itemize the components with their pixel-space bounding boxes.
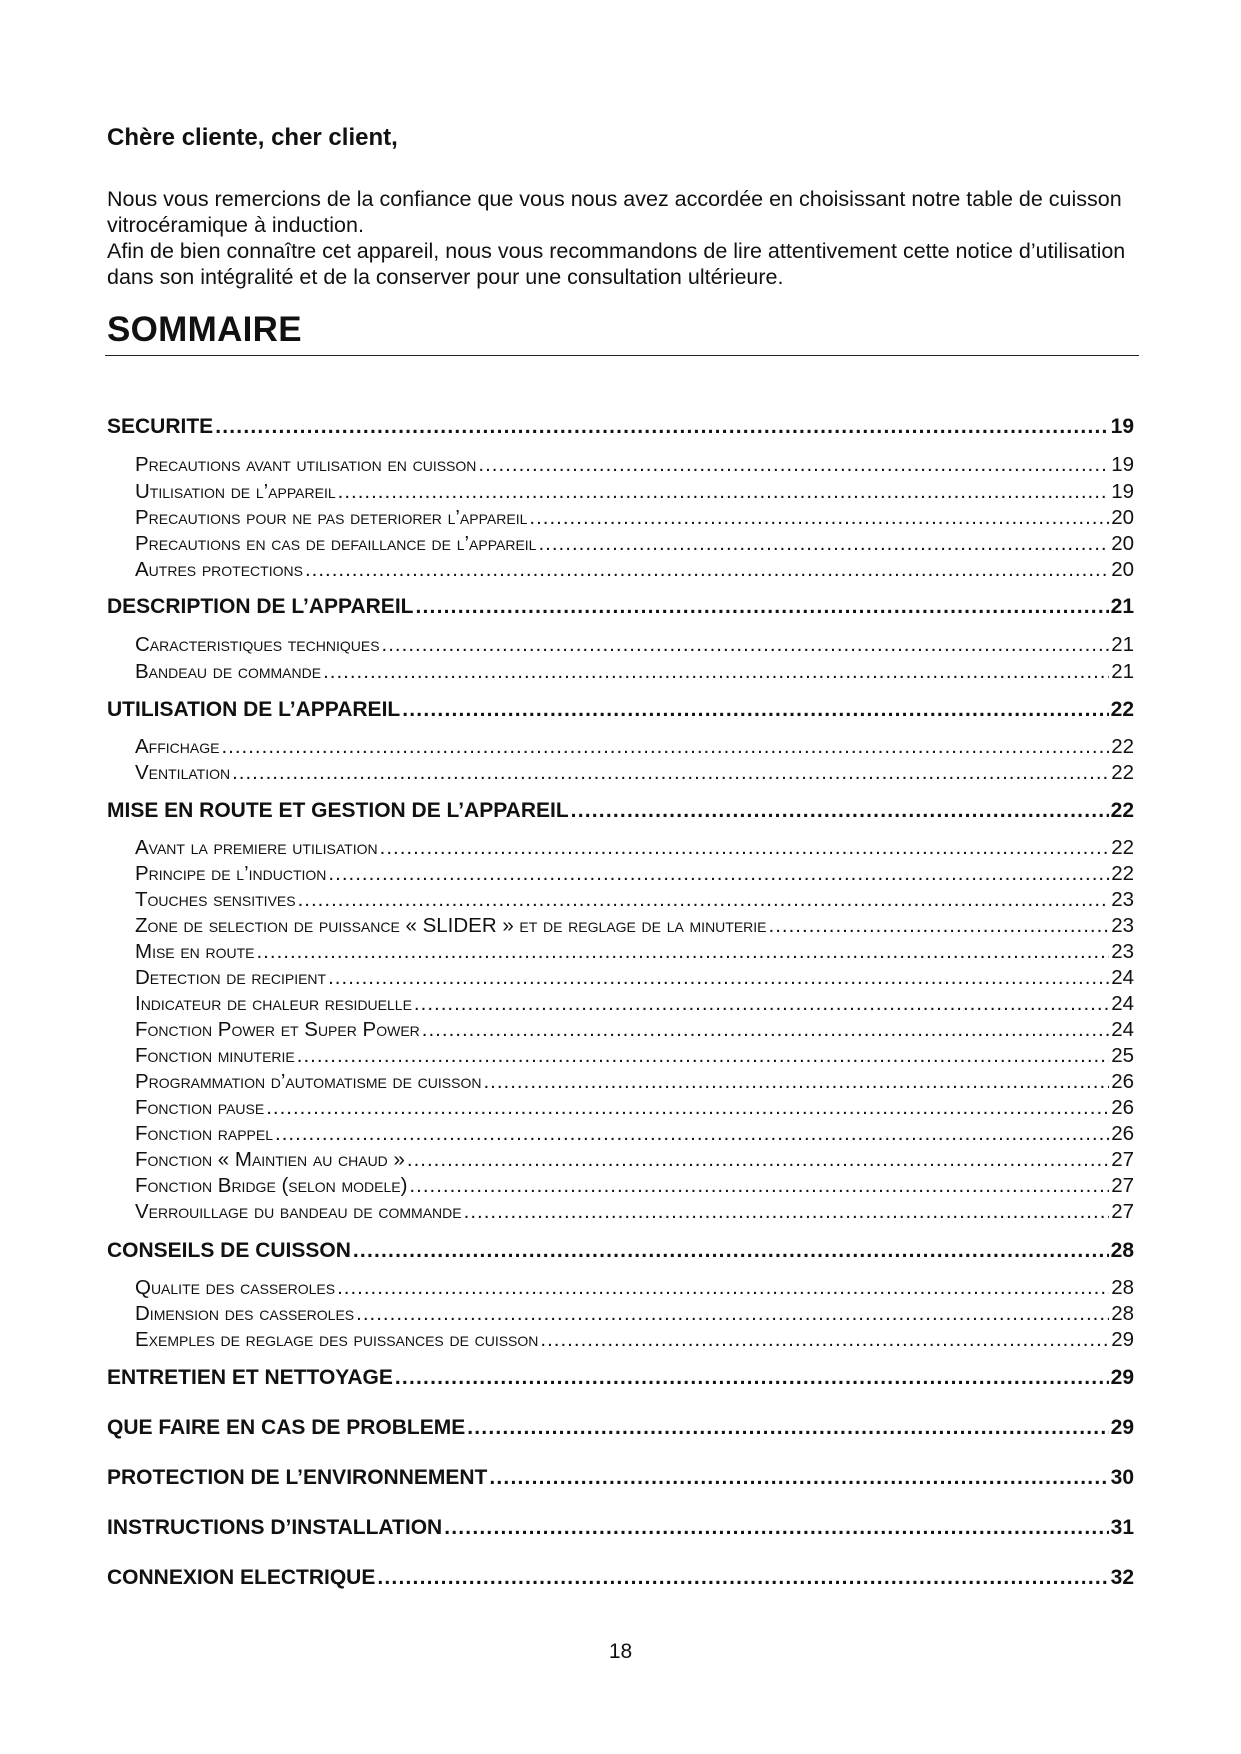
toc-subsection-entry[interactable] (135, 1328, 1134, 1352)
toc-subsection-entry[interactable] (135, 888, 1134, 912)
toc-subsection-entry[interactable] (135, 940, 1134, 964)
toc-page-number: 29 (1110, 1366, 1134, 1389)
toc-dot-leader (414, 992, 1109, 1016)
toc-subsection-entry[interactable] (135, 761, 1134, 785)
toc-page-number: 28 (1110, 1239, 1134, 1262)
toc-dot-leader (422, 1018, 1109, 1042)
toc-section-entry[interactable] (107, 799, 1134, 823)
toc-dot-leader (489, 1466, 1108, 1490)
toc-page-number: 28 (1111, 1302, 1134, 1325)
toc-page-number: 19 (1111, 480, 1134, 503)
toc-dot-leader (402, 698, 1108, 722)
toc-dot-leader (380, 836, 1110, 860)
toc-dot-leader (483, 1070, 1109, 1094)
toc-entry-label: Ventilation (135, 761, 231, 784)
toc-page-number: 27 (1111, 1174, 1134, 1197)
toc-dot-leader (298, 888, 1110, 912)
toc-entry-label: Precautions pour ne pas deteriorer l’appareil (135, 506, 528, 529)
toc-section-entry[interactable] (107, 1366, 1134, 1390)
toc-page-number: 23 (1111, 888, 1134, 911)
toc-subsection-entry[interactable] (135, 453, 1134, 477)
toc-entry-label: ENTRETIEN ET NETTOYAGE (107, 1366, 393, 1389)
toc-dot-leader (305, 558, 1109, 582)
toc-page-number: 25 (1111, 1044, 1134, 1067)
title-divider (105, 355, 1139, 356)
toc-page-number: 29 (1110, 1416, 1134, 1439)
toc-entry-label: Affichage (135, 735, 220, 758)
toc-entry-label: INSTRUCTIONS D’INSTALLATION (107, 1516, 443, 1539)
toc-dot-leader (415, 595, 1108, 619)
toc-page-number: 22 (1111, 836, 1134, 859)
toc-subsection-entry[interactable] (135, 1122, 1134, 1146)
toc-entry-label: Fonction pause (135, 1096, 265, 1119)
toc-subsection-entry[interactable] (135, 1200, 1134, 1224)
toc-entry-label: CONNEXION ELECTRIQUE (107, 1566, 376, 1589)
toc-dot-leader (266, 1096, 1109, 1120)
toc-page-number: 20 (1111, 506, 1134, 529)
toc-page-number: 22 (1110, 799, 1134, 822)
toc-section-entry[interactable] (107, 1466, 1134, 1490)
toc-entry-label: Exemples de reglage des puissances de cuisson (135, 1328, 539, 1351)
toc-page-number: 27 (1111, 1148, 1134, 1171)
toc-dot-leader (328, 966, 1109, 990)
toc-section-entry[interactable] (107, 698, 1134, 722)
toc-dot-leader (275, 1122, 1109, 1146)
toc-page-number: 32 (1110, 1566, 1134, 1589)
toc-subsection-entry[interactable] (135, 532, 1134, 556)
toc-subsection-entry[interactable] (135, 1148, 1134, 1172)
toc-section-entry[interactable] (107, 415, 1134, 439)
toc-page-number: 20 (1111, 558, 1134, 581)
toc-section-entry[interactable] (107, 1239, 1134, 1263)
toc-subsection-entry[interactable] (135, 1174, 1134, 1198)
toc-section-entry[interactable] (107, 1516, 1134, 1540)
toc-dot-leader (353, 1239, 1109, 1263)
intro-paragraph (107, 186, 1137, 290)
toc-dot-leader (356, 1302, 1109, 1326)
toc-page-number: 30 (1110, 1466, 1134, 1489)
toc-dot-leader (221, 735, 1109, 759)
toc-entry-label: Dimension des casseroles (135, 1302, 355, 1325)
toc-page-number: 24 (1111, 992, 1134, 1015)
toc-entry-label: Zone de selection de puissance « SLIDER » et de reglage de la minuterie (135, 914, 767, 937)
toc-section-entry[interactable] (107, 1566, 1134, 1590)
toc-dot-leader (467, 1416, 1108, 1440)
toc-subsection-entry[interactable] (135, 836, 1134, 860)
toc-entry-label: Precautions avant utilisation en cuisson (135, 453, 477, 476)
toc-page-number: 19 (1110, 415, 1134, 438)
toc-dot-leader (571, 799, 1109, 823)
toc-dot-leader (297, 1044, 1109, 1068)
toc-dot-leader (256, 940, 1109, 964)
toc-page-number: 22 (1111, 735, 1134, 758)
toc-dot-leader (409, 1174, 1109, 1198)
toc-subsection-entry[interactable] (135, 1070, 1134, 1094)
toc-subsection-entry[interactable] (135, 1302, 1134, 1326)
toc-entry-label: Qualite des casseroles (135, 1276, 336, 1299)
toc-title: SOMMAIRE (107, 310, 302, 349)
page-number: 18 (608, 1640, 633, 1663)
toc-page-number: 22 (1111, 862, 1134, 885)
toc-entry-label: Indicateur de chaleur residuelle (135, 992, 412, 1015)
toc-page-number: 26 (1111, 1096, 1134, 1119)
toc-dot-leader (337, 1276, 1109, 1300)
toc-entry-label: Avant la premiere utilisation (135, 836, 378, 859)
toc-dot-leader (338, 480, 1110, 504)
toc-dot-leader (395, 1366, 1109, 1390)
toc-entry-label: Mise en route (135, 940, 255, 963)
toc-page-number: 23 (1111, 940, 1134, 963)
toc-entry-label: Principe de l’induction (135, 862, 327, 885)
toc-page-number: 21 (1111, 633, 1134, 656)
toc-entry-label: CONSEILS DE CUISSON (107, 1239, 351, 1262)
toc-page-number: 27 (1111, 1200, 1134, 1223)
toc-page-number: 21 (1110, 595, 1134, 618)
toc-page-number: 22 (1111, 761, 1134, 784)
toc-subsection-entry[interactable] (135, 992, 1134, 1016)
toc-page-number: 26 (1111, 1122, 1134, 1145)
toc-entry-label: Fonction Power et Super Power (135, 1018, 420, 1041)
toc-entry-label: SECURITE (107, 415, 214, 438)
intro-line-1: Nous vous remercions de la confiance que vous nous avez accordée en choisissant notre table de cuisson vitrocéramique à induction. (107, 187, 1122, 237)
toc-entry-label: Verrouillage du bandeau de commande (135, 1200, 462, 1223)
toc-entry-label: Programmation d’automatisme de cuisson (135, 1070, 482, 1093)
toc-subsection-entry[interactable] (135, 506, 1134, 530)
toc-entry-label: Bandeau de commande (135, 660, 322, 683)
toc-page-number: 21 (1111, 660, 1134, 683)
toc-subsection-entry[interactable] (135, 1044, 1134, 1068)
toc-dot-leader (377, 1566, 1108, 1590)
toc-subsection-entry[interactable] (135, 633, 1134, 657)
toc-entry-label: Detection de recipient (135, 966, 327, 989)
toc-dot-leader (323, 660, 1109, 684)
toc-dot-leader (328, 862, 1109, 886)
toc-entry-label: QUE FAIRE EN CAS DE PROBLEME (107, 1416, 466, 1439)
toc-entry-label: Fonction « Maintien au chaud » (135, 1148, 405, 1171)
toc-page-number: 19 (1111, 453, 1134, 476)
toc-page-number: 20 (1111, 532, 1134, 555)
toc-entry-label: Precautions en cas de defaillance de l’appareil (135, 532, 537, 555)
toc-page-number: 24 (1111, 1018, 1134, 1041)
toc-dot-leader (232, 761, 1109, 785)
toc-page-number: 31 (1110, 1516, 1134, 1539)
toc-subsection-entry[interactable] (135, 660, 1134, 684)
toc-subsection-entry[interactable] (135, 1276, 1134, 1300)
toc-dot-leader (215, 415, 1108, 439)
intro-line-2: Afin de bien connaître cet appareil, nous vous recommandons de lire attentivement cette notice d’utilisation dans son intégralité et de la conserver pour une consultation ultérieure. (107, 239, 1126, 289)
toc-section-entry[interactable] (107, 1416, 1134, 1440)
toc-page-number: 28 (1111, 1276, 1134, 1299)
toc-section-entry[interactable] (107, 595, 1134, 619)
toc-entry-label: Touches sensitives (135, 888, 296, 911)
toc-subsection-entry[interactable] (135, 1018, 1134, 1042)
toc-page-number: 29 (1111, 1328, 1134, 1351)
toc-dot-leader (769, 914, 1110, 938)
toc-subsection-entry[interactable] (135, 966, 1134, 990)
toc-dot-leader (444, 1516, 1108, 1540)
toc-subsection-entry[interactable] (135, 1096, 1134, 1120)
toc-entry-label: PROTECTION DE L’ENVIRONNEMENT (107, 1466, 488, 1489)
toc-entry-label: Fonction Bridge (selon modele) (135, 1174, 408, 1197)
toc-page-number: 22 (1110, 698, 1134, 721)
toc-entry-label: DESCRIPTION DE L’APPAREIL (107, 595, 414, 618)
toc-subsection-entry[interactable] (135, 558, 1134, 582)
greeting-heading: Chère cliente, cher client, (107, 124, 398, 151)
toc-subsection-entry[interactable] (135, 735, 1134, 759)
toc-entry-label: Caracteristiques techniques (135, 633, 380, 656)
toc-dot-leader (407, 1148, 1109, 1172)
toc-subsection-entry[interactable] (135, 862, 1134, 886)
toc-entry-label: Autres protections (135, 558, 303, 581)
toc-dot-leader (478, 453, 1109, 477)
toc-page-number: 23 (1111, 914, 1134, 937)
toc-dot-leader (529, 506, 1109, 530)
toc-page-number: 26 (1111, 1070, 1134, 1093)
toc-dot-leader (538, 532, 1109, 556)
toc-page-number: 24 (1111, 966, 1134, 989)
toc-dot-leader (464, 1200, 1110, 1224)
toc-subsection-entry[interactable] (135, 914, 1134, 938)
toc-subsection-entry[interactable] (135, 480, 1134, 504)
toc-entry-label: Fonction minuterie (135, 1044, 295, 1067)
toc-dot-leader (540, 1328, 1109, 1352)
toc-entry-label: Utilisation de l’appareil (135, 480, 336, 503)
toc-entry-label: MISE EN ROUTE ET GESTION DE L’APPAREIL (107, 799, 569, 822)
toc-entry-label: UTILISATION DE L’APPAREIL (107, 698, 401, 721)
toc-dot-leader (382, 633, 1110, 657)
toc-entry-label: Fonction rappel (135, 1122, 274, 1145)
